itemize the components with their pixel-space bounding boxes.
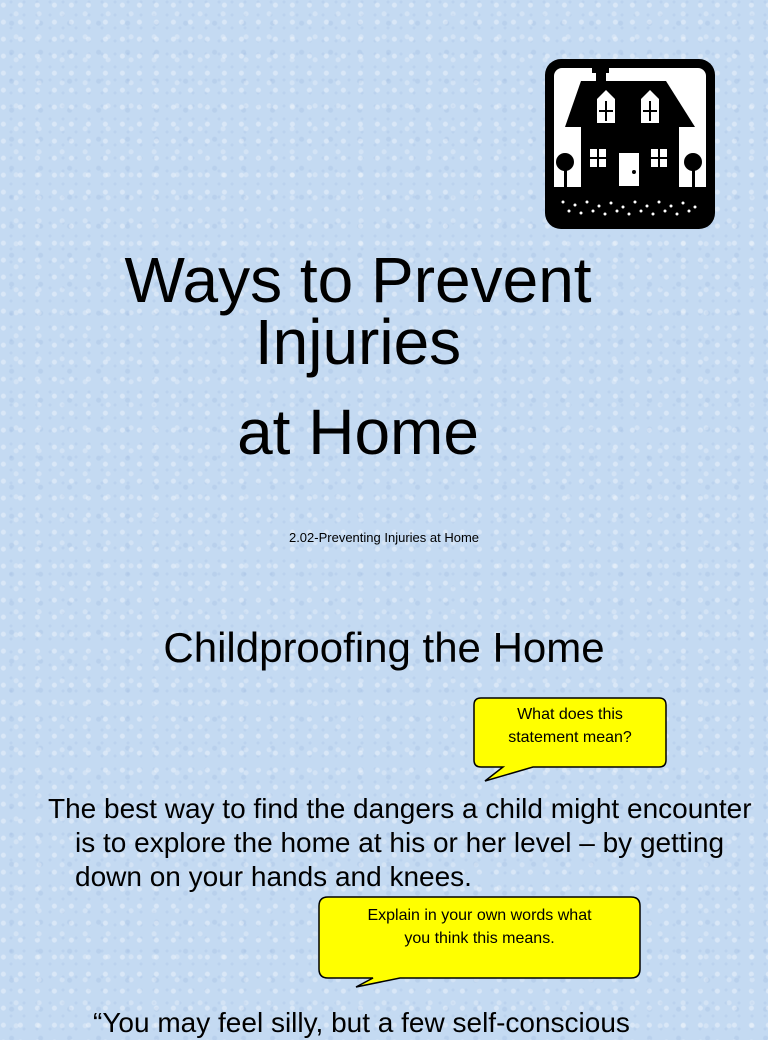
quote-text: “You may feel silly, but a few self-conscious: [93, 1007, 630, 1038]
callout-question-line-1: What does this: [517, 706, 623, 723]
body-paragraph: The best way to find the dangers a child might encounter is to explore the home at his or her level – by getting down on your hands and knees.: [48, 793, 752, 892]
callout-explain: [318, 896, 641, 988]
title-line-3: at Home: [237, 396, 479, 468]
callout-explain-line-1: Explain in your own words what: [367, 907, 592, 924]
house-icon: [543, 57, 717, 231]
title-line-1: Ways to Prevent: [124, 244, 592, 316]
callout-question: [473, 697, 667, 783]
callout-question-line-2: statement mean?: [508, 729, 632, 746]
callout-explain-line-2: you think this means.: [404, 930, 555, 947]
section-heading: Childproofing the Home: [163, 624, 605, 671]
title-line-2: Injuries: [254, 306, 462, 378]
subtitle: 2.02-Preventing Injuries at Home: [288, 530, 480, 545]
